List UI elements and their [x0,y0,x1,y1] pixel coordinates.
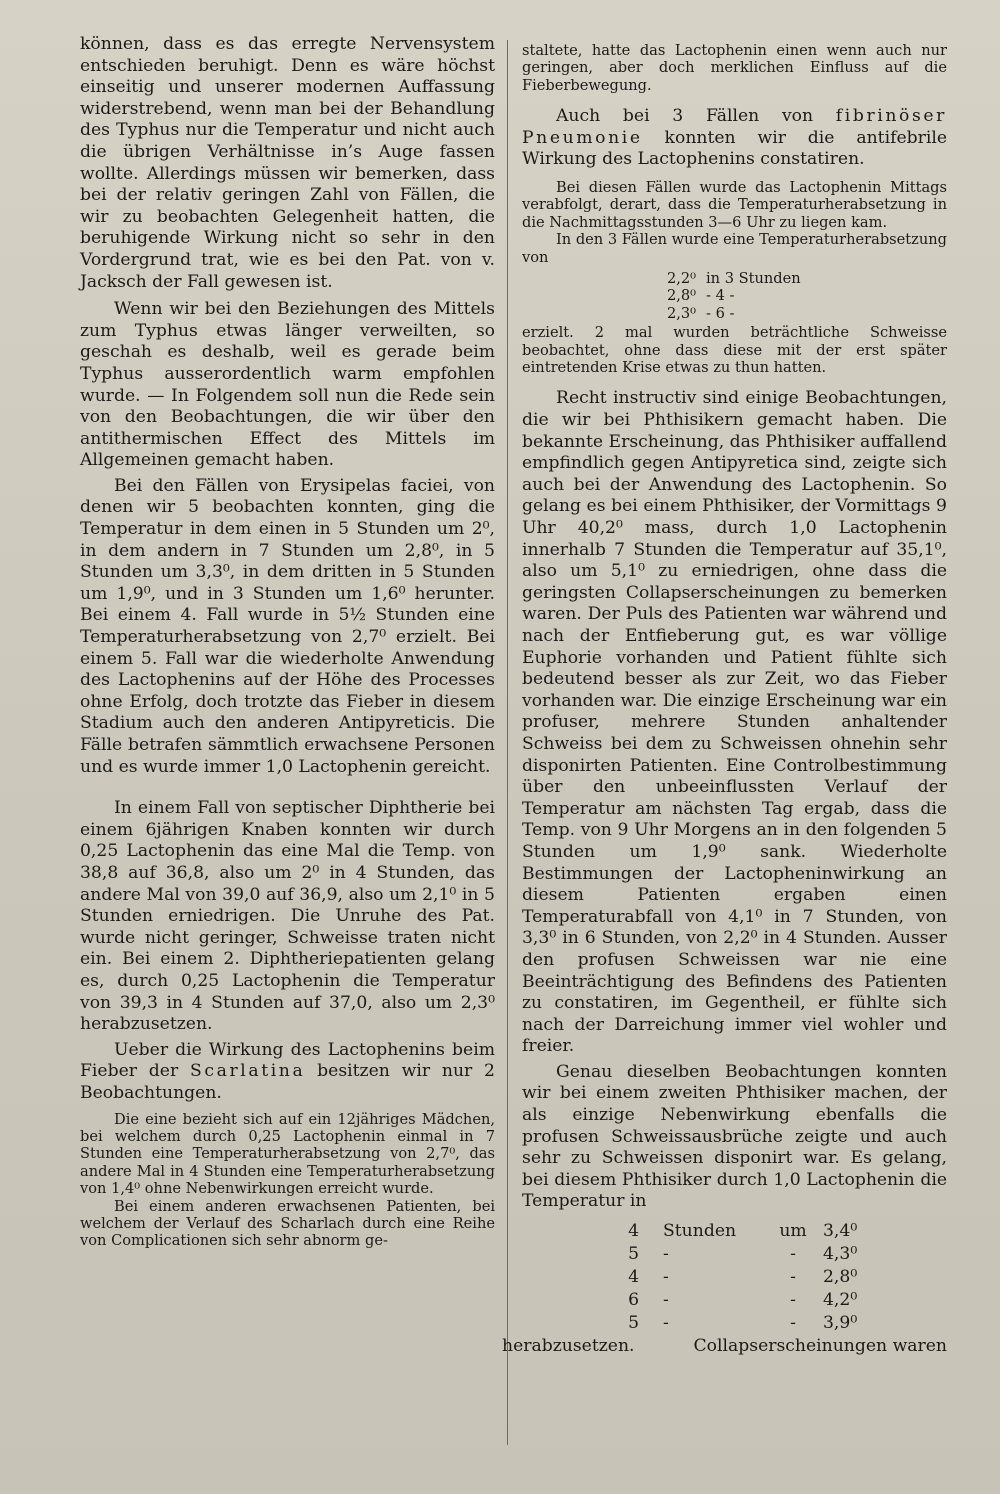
table-cell: 5 [628,1244,639,1265]
table-cell: 2,3⁰ [666,304,696,322]
table-cell: - [790,1290,796,1311]
table-cell: - [790,1267,796,1288]
paragraph: Wenn wir bei den Beziehungen des Mittels zum Typhus etwas länger verweilten, so geschah es deshalb, weil es gerade beim Typhus ausserordentlich warm empfohlen wurde. — In Folgendem soll nun die Rede sein von den Beobachtungen, die wir über den antithermischen Effect des Mittels im Allgemeinen gemacht haben. [80,299,495,471]
table-cell: - 6 - [706,304,735,322]
table-cell: um [779,1221,807,1242]
table-cell: - 4 - [706,287,735,305]
table-cell: 4,2⁰ [823,1290,858,1311]
table-row [522,1313,947,1336]
small-paragraph: In den 3 Fällen wurde eine Temperaturherabsetzung von [522,231,947,266]
table-row [522,305,947,322]
table-cell: 2,2⁰ [666,270,696,288]
small-paragraph: Bei einem anderen erwachsenen Patienten, bei welchem der Verlauf des Scharlach durch eine Reihe von Complicationen sich sehr abnorm ge- [80,1197,495,1250]
table-row [522,287,947,304]
temperature-table [522,270,947,322]
table-cell: - [790,1313,796,1334]
paragraph: können, dass es das erregte Nervensystem entschieden beruhigt. Denn es wäre höchst einseitig und unserer modernen Auffassung widerstrebend, wenn man bei der Behandlung des Typhus nur die Temperatur und nicht auch die übrigen Verhältnisse in’s Auge fassen wollte. Allerdings müssen wir bemerken, dass bei der relativ geringen Zahl von Fällen, die wir zu beobachten Gelegenheit hatten, die beruhigende Wirkung nicht so sehr in den Vordergrund trat, wie es bei den Pat. von v. Jacksch der Fall gewesen ist. [80,34,495,292]
table-row [522,1221,947,1244]
table-cell: in 3 Stunden [706,270,801,288]
paragraph: Recht instructiv sind einige Beobachtungen, die wir bei Phthisikern gemacht haben. Die bekannte Erscheinung, das Phthisiker auffallend empfindlich gegen Antipyretica sind, zeigte sich auch bei der Anwendung des Lactophenin. So gelang es bei einem Phthisiker, der Vormittags 9 Uhr 40,2⁰ mass, durch 1,0 Lactophenin innerhalb 7 Stunden die Temperatur auf 35,1⁰, also um 5,1⁰ zu erniedrigen, ohne dass die geringsten Collapserscheinungen zu bemerken waren. Der Puls des Patienten war während und nach der Entfieberung gut, es war völlige Euphorie vorhanden und Patient fühlte sich bedeutend besser als zur Zeit, wo das Fieber vorhanden war. Die einzige Erscheinung war ein profuser, mehrere Stunden anhaltender Schweiss bei dem zu Schweissen ohnehin sehr disponirten Patienten. Eine Controlbestimmung über den unbeeinflussten Verlauf der Temperatur am nächsten Tag ergab, dass die Temp. von 9 Uhr Morgens an in den folgenden 5 Stunden um 1,9⁰ sank. Wiederholte Bestimmungen der Lactopheninwirkung an diesem Patienten ergaben einen Temperaturabfall von 4,1⁰ in 7 Stunden, von 3,3⁰ in 6 Stunden, von 2,2⁰ in 4 Stunden. Ausser den profusen Schweissen war nie eine Beeinträchtigung des Befindens des Patienten zu constatiren, im Gegentheil, er fühlte sich nach der Darreichung immer viel wohler und freier. [522,388,947,1057]
spaced-term: fibrinöser Pneumonie [522,106,947,148]
column-divider [507,40,508,1445]
text-run: Auch bei 3 Fällen von [556,106,836,127]
small-paragraph: Die eine bezieht sich auf ein 12jähriges Mädchen, bei welchem durch 0,25 Lactophenin einmal in 7 Stunden eine Temperaturherabsetzung von 2,7⁰, das andere Mal in 4 Stunden eine Temperaturherabsetzung von 1,4⁰ ohne Nebenwirkungen erreicht wurde. [80,1110,495,1198]
paragraph [522,106,947,171]
small-paragraph: staltete, hatte das Lactophenin einen wenn auch nur geringen, aber doch merklichen Einfluss auf die Fieberbewegung. [522,42,947,94]
table-cell: - [663,1313,669,1334]
left-column [80,34,495,1250]
small-paragraph: erzielt. 2 mal wurden beträchtliche Schweisse beobachtet, ohne dass diese mit der erst später eintretenden Krise etwas zu thun hatten. [522,324,947,377]
table-row [522,270,947,287]
table-row [522,1290,947,1313]
table-cell: - [663,1244,669,1265]
table-cell: 4 [628,1221,639,1242]
closing-line [502,1336,947,1358]
table-cell: - [663,1290,669,1311]
temperature-table [522,1221,947,1336]
table-cell: - [790,1244,796,1265]
text-run: konnten wir die antifebrile Wirkung des Lactophenins constatiren. [522,127,947,170]
table-cell: 4 [628,1267,639,1288]
table-cell: 3,9⁰ [823,1313,858,1334]
paragraph: Genau dieselben Beobachtungen konnten wir bei einem zweiten Phthisiker machen, der als einzige Nebenwirkung ebenfalls die profusen Schweissausbrüche zeigte und auch sehr zu Schweissen disponirt war. Es gelang, bei diesem Phthisiker durch 1,0 Lactophenin die Temperatur in [522,1061,947,1212]
table-cell: 4,3⁰ [823,1244,858,1265]
table-cell: 2,8⁰ [823,1267,858,1288]
table-cell: Stunden [663,1221,737,1242]
text-run: Ueber die Wirkung des Lactophenins beim Fieber der [80,1039,495,1082]
paragraph [80,1040,495,1105]
spaced-term: Scarlatina [190,1061,306,1082]
paragraph: Bei den Fällen von Erysipelas faciei, von denen wir 5 beobachten konnten, ging die Temperatur in dem einen in 5 Stunden um 2⁰, in dem andern in 7 Stunden um 2,8⁰, in 5 Stunden um 3,3⁰, in dem dritten in 5 Stunden um 1,9⁰, und in 3 Stunden um 1,6⁰ herunter. Bei einem 4. Fall wurde in 5½ Stunden eine Temperaturherabsetzung von 2,7⁰ erzielt. Bei einem 5. Fall war die wiederholte Anwendung des Lactophenins auf der Höhe des Processes ohne Erfolg, doch trotzte das Fieber in diesem Stadium auch den anderen Antipyreticis. Die Fälle betrafen sämmtlich erwachsene Personen und es wurde immer 1,0 Lactophenin gereicht. [80,475,495,777]
table-row [522,1267,947,1290]
small-paragraph: Bei diesen Fällen wurde das Lactophenin Mittags verabfolgt, derart, dass die Temperaturherabsetzung in die Nachmittagsstunden 3—6 Uhr zu liegen kam. [522,179,947,231]
table-cell: 6 [628,1290,639,1311]
table-cell: - [663,1267,669,1288]
table-cell: 5 [628,1313,639,1334]
table-row [522,1244,947,1267]
table-cell: 3,4⁰ [823,1221,858,1242]
text-run: besitzen wir nur 2 Beobachtungen. [80,1061,495,1103]
text-run: herabzusetzen. [502,1336,635,1357]
paragraph: In einem Fall von septischer Diphtherie bei einem 6jährigen Knaben konnten wir durch 0,25 Lactophenin das eine Mal die Temp. von 38,8 auf 36,8, also um 2⁰ in 4 Stunden, das andere Mal von 39,0 auf 36,9, also um 2,1⁰ in 5 Stunden erniedrigen. Die Unruhe des Pat. wurde nicht geringer, Schweisse traten nicht ein. Bei einem 2. Diphtheriepatienten gelang es, durch 0,25 Lactophenin die Temperatur von 39,3 in 4 Stunden auf 37,0, also um 2,3⁰ herabzusetzen. [80,798,495,1035]
text-run: Collapserscheinungen waren [693,1336,947,1357]
right-column [502,42,947,1358]
table-cell: 2,8⁰ [666,287,696,305]
